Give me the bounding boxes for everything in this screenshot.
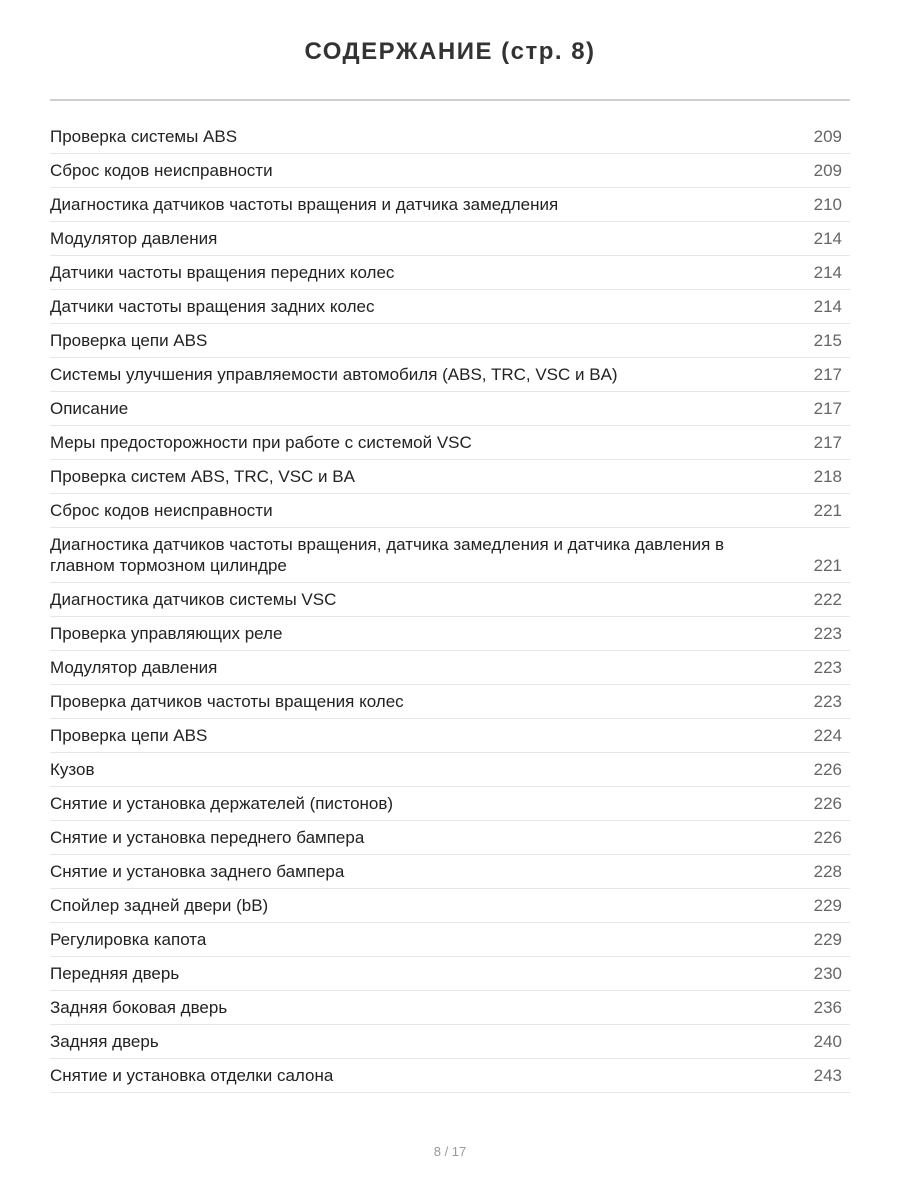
toc-entry[interactable] — [50, 1025, 850, 1059]
toc-entry-page-number[interactable]: 214 — [813, 263, 842, 282]
toc-entry-page-number[interactable]: 217 — [813, 399, 842, 418]
toc-entry[interactable] — [50, 494, 850, 528]
toc-entry-title[interactable]: Проверка системы ABS — [50, 127, 238, 146]
toc-entry[interactable] — [50, 957, 850, 991]
toc-entry-page-number[interactable]: 209 — [813, 127, 842, 146]
toc-entry[interactable] — [50, 1059, 850, 1093]
toc-entry-page-number[interactable]: 228 — [813, 862, 842, 881]
toc-entry-title[interactable]: Меры предосторожности при работе с системой VSC — [50, 433, 472, 452]
toc-entry-page-number[interactable]: 226 — [813, 828, 842, 847]
toc-entry-page-number[interactable]: 217 — [813, 433, 842, 452]
toc-entry[interactable] — [50, 753, 850, 787]
toc-entry[interactable] — [50, 324, 850, 358]
toc-entry[interactable] — [50, 154, 850, 188]
toc-entry[interactable] — [50, 889, 850, 923]
toc-entry[interactable] — [50, 392, 850, 426]
toc-entry[interactable] — [50, 719, 850, 753]
toc-entry[interactable] — [50, 685, 850, 719]
toc-entry-page-number[interactable]: 221 — [813, 556, 842, 575]
toc-entry[interactable] — [50, 617, 850, 651]
toc-entry-title[interactable]: Сброс кодов неисправности — [50, 161, 273, 180]
page-indicator: 8 / 17 — [433, 1144, 467, 1159]
toc-entry-page-number[interactable]: 230 — [813, 964, 842, 983]
toc-entry[interactable] — [50, 991, 850, 1025]
toc-entry-title[interactable]: Модулятор давления — [50, 658, 218, 677]
toc-entry-title[interactable]: Системы улучшения управляемости автомобиля (ABS, TRC, VSC и BA) — [50, 365, 618, 384]
toc-entry-title[interactable]: Снятие и установка переднего бампера — [50, 828, 365, 847]
toc-entry-page-number[interactable]: 229 — [813, 930, 842, 949]
toc-entry[interactable] — [50, 923, 850, 957]
page-title: СОДЕРЖАНИЕ (стр. 8) — [304, 38, 596, 65]
table-of-contents — [50, 120, 850, 1093]
toc-entry-title[interactable]: Проверка цепи ABS — [50, 726, 208, 745]
toc-entry[interactable] — [50, 188, 850, 222]
toc-entry-title[interactable]: Спойлер задней двери (bB) — [50, 896, 269, 915]
toc-entry-title[interactable]: Проверка цепи ABS — [50, 331, 208, 350]
toc-entry[interactable] — [50, 528, 850, 583]
toc-entry[interactable] — [50, 290, 850, 324]
toc-entry-page-number[interactable]: 214 — [813, 229, 842, 248]
toc-entry-title[interactable]: Снятие и установка держателей (пистонов) — [50, 794, 394, 813]
toc-entry-title[interactable]: Снятие и установка заднего бампера — [50, 862, 345, 881]
toc-entry-title[interactable]: Регулировка капота — [50, 930, 207, 949]
toc-entry-title[interactable]: Датчики частоты вращения передних колес — [50, 263, 395, 282]
toc-entry-title[interactable]: Датчики частоты вращения задних колес — [50, 297, 375, 316]
toc-entry-title[interactable]: Сброс кодов неисправности — [50, 501, 273, 520]
toc-entry-title[interactable]: Проверка управляющих реле — [50, 624, 283, 643]
toc-entry-title[interactable]: Диагностика датчиков системы VSC — [50, 590, 337, 609]
toc-entry-page-number[interactable]: 224 — [813, 726, 842, 745]
toc-entry-page-number[interactable]: 214 — [813, 297, 842, 316]
toc-entry-title[interactable]: Снятие и установка отделки салона — [50, 1066, 334, 1085]
toc-entry[interactable] — [50, 787, 850, 821]
toc-entry-page-number[interactable]: 226 — [813, 760, 842, 779]
toc-entry-title[interactable]: Диагностика датчиков частоты вращения и датчика замедления — [50, 195, 559, 214]
toc-entry[interactable] — [50, 821, 850, 855]
toc-entry-page-number[interactable]: 221 — [813, 501, 842, 520]
toc-entry[interactable] — [50, 855, 850, 889]
toc-entry-page-number[interactable]: 223 — [813, 692, 842, 711]
toc-entry-page-number[interactable]: 209 — [813, 161, 842, 180]
toc-entry-page-number[interactable]: 236 — [813, 998, 842, 1017]
toc-entry[interactable] — [50, 651, 850, 685]
toc-entry-title[interactable]: Задняя дверь — [50, 1032, 159, 1051]
toc-entry-page-number[interactable]: 240 — [813, 1032, 842, 1051]
toc-entry-title[interactable]: Задняя боковая дверь — [50, 998, 228, 1017]
toc-entry[interactable] — [50, 358, 850, 392]
toc-entry[interactable] — [50, 120, 850, 154]
toc-entry-title[interactable]: Проверка систем ABS, TRC, VSC и BA — [50, 467, 355, 486]
toc-entry-page-number[interactable]: 222 — [813, 590, 842, 609]
title-divider — [50, 99, 850, 101]
toc-entry[interactable] — [50, 460, 850, 494]
toc-entry-title[interactable]: Диагностика датчиков частоты вращения, датчика замедления и датчика давления в главном тормозном цилиндре — [50, 535, 725, 575]
toc-entry-page-number[interactable]: 229 — [813, 896, 842, 915]
toc-entry-page-number[interactable]: 215 — [813, 331, 842, 350]
toc-entry-title[interactable]: Модулятор давления — [50, 229, 218, 248]
toc-entry-title[interactable]: Передняя дверь — [50, 964, 180, 983]
toc-entry-page-number[interactable]: 210 — [813, 195, 842, 214]
toc-entry-page-number[interactable]: 223 — [813, 624, 842, 643]
toc-entry-page-number[interactable]: 223 — [813, 658, 842, 677]
toc-entry[interactable] — [50, 222, 850, 256]
toc-entry[interactable] — [50, 583, 850, 617]
toc-entry-title[interactable]: Описание — [50, 399, 129, 418]
toc-entry[interactable] — [50, 426, 850, 460]
toc-entry-title[interactable]: Проверка датчиков частоты вращения колес — [50, 692, 404, 711]
toc-entry-page-number[interactable]: 243 — [813, 1066, 842, 1085]
toc-entry-page-number[interactable]: 226 — [813, 794, 842, 813]
toc-entry-page-number[interactable]: 217 — [813, 365, 842, 384]
toc-entry-page-number[interactable]: 218 — [813, 467, 842, 486]
toc-entry-title[interactable]: Кузов — [50, 760, 95, 779]
toc-entry[interactable] — [50, 256, 850, 290]
